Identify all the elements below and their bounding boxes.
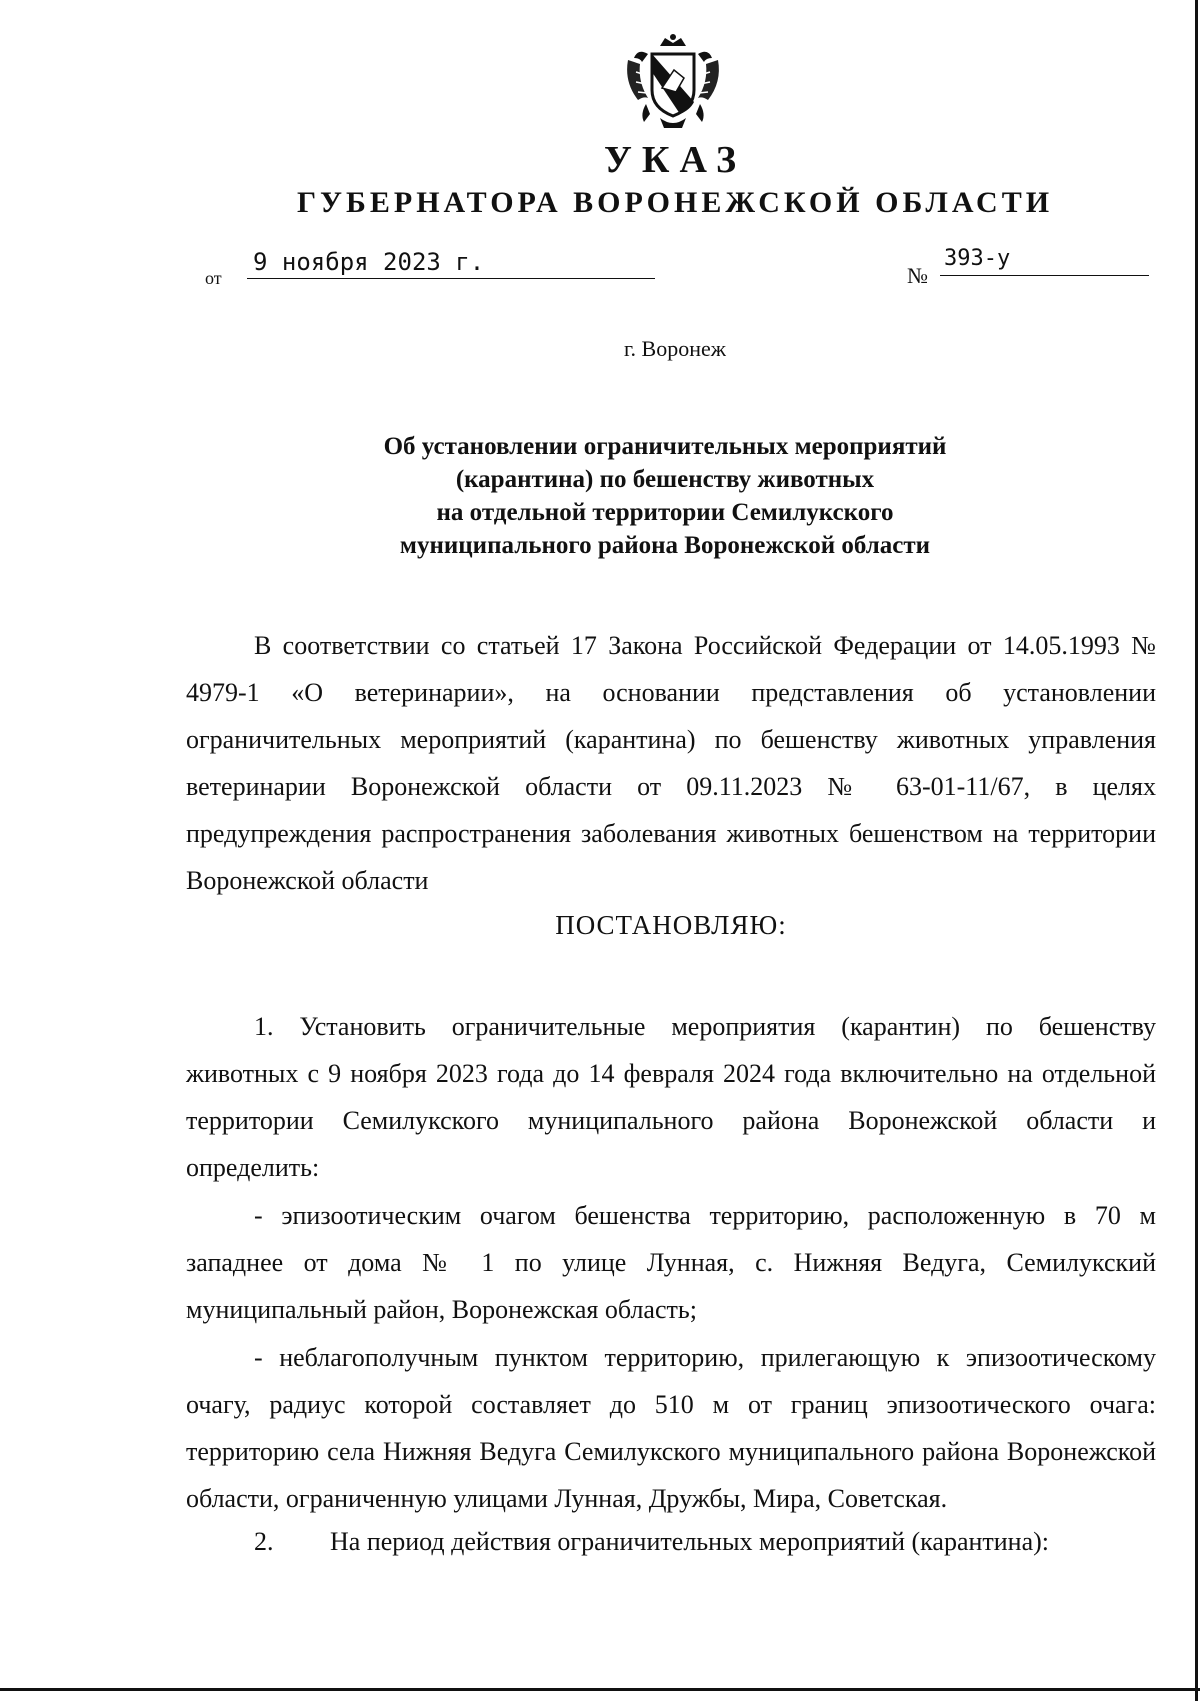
number-prefix: № xyxy=(907,263,928,288)
date-value: 9 ноября 2023 г. xyxy=(247,248,655,279)
date-prefix: от xyxy=(205,268,222,288)
clause-2-paragraph xyxy=(254,1527,1049,1557)
clause-1-paragraph: 1. Установить ограничительные мероприятия (карантин) по бешенству животных с 9 ноября 2023 года до 14 февраля 2024 года включительно на отдельной территории Семилукского муниципального района Воронежской области и определить: xyxy=(186,1012,1156,1182)
heading-line: Об установлении ограничительных мероприятий xyxy=(383,433,947,460)
clause-2-number: 2. xyxy=(254,1527,274,1556)
heading-line: на отдельной территории Семилукского xyxy=(436,499,894,526)
heading-line: (карантина) по бешенству животных xyxy=(455,466,875,493)
clause-1-bullet-focus: - эпизоотическим очагом бешенства территорию, расположенную в 70 м западнее от дома № 1 по улице Лунная, с. Нижняя Ведуга, Семилукский муниципальный район, Воронежская область; xyxy=(186,1201,1156,1324)
city-name: г. Воронеж xyxy=(624,336,726,361)
document-title: УКАЗ xyxy=(604,139,746,181)
decree-number: 393-у xyxy=(940,246,1149,276)
clause-1-bullet-unsafe-area: - неблагополучным пунктом территорию, прилегающую к эпизоотическому очагу, радиус которой составляет до 510 м от границ эпизоотического очага: территорию села Нижняя Ведуга Семилукского муниципального района Воронежской области, ограниченную улицами Лунная, Дружбы, Мира, Советская. xyxy=(186,1343,1156,1513)
coat-of-arms-icon xyxy=(618,32,728,132)
scan-edge-right xyxy=(1195,0,1198,1701)
decree-heading xyxy=(330,430,1000,562)
scan-edge-bottom xyxy=(0,1688,1200,1691)
heading-line: муниципального района Воронежской области xyxy=(399,532,931,559)
resolve-heading: ПОСТАНОВЛЯЮ: xyxy=(555,910,787,940)
clause-2-text: На период действия ограничительных мероприятий (карантина): xyxy=(330,1527,1050,1556)
preamble-paragraph: В соответствии со статьей 17 Закона Российской Федерации от 14.05.1993 № 4979-1 «О ветеринарии», на основании представления об установлении ограничительных мероприятий (карантина) по бешенству животных управления ветеринарии Воронежской области от 09.11.2023 № 63-01-11/67, в целях предупреждения распространения заболевания животных бешенством на территории Воронежской области xyxy=(186,631,1156,895)
document-subtitle: ГУБЕРНАТОРА ВОРОНЕЖСКОЙ ОБЛАСТИ xyxy=(296,186,1054,219)
